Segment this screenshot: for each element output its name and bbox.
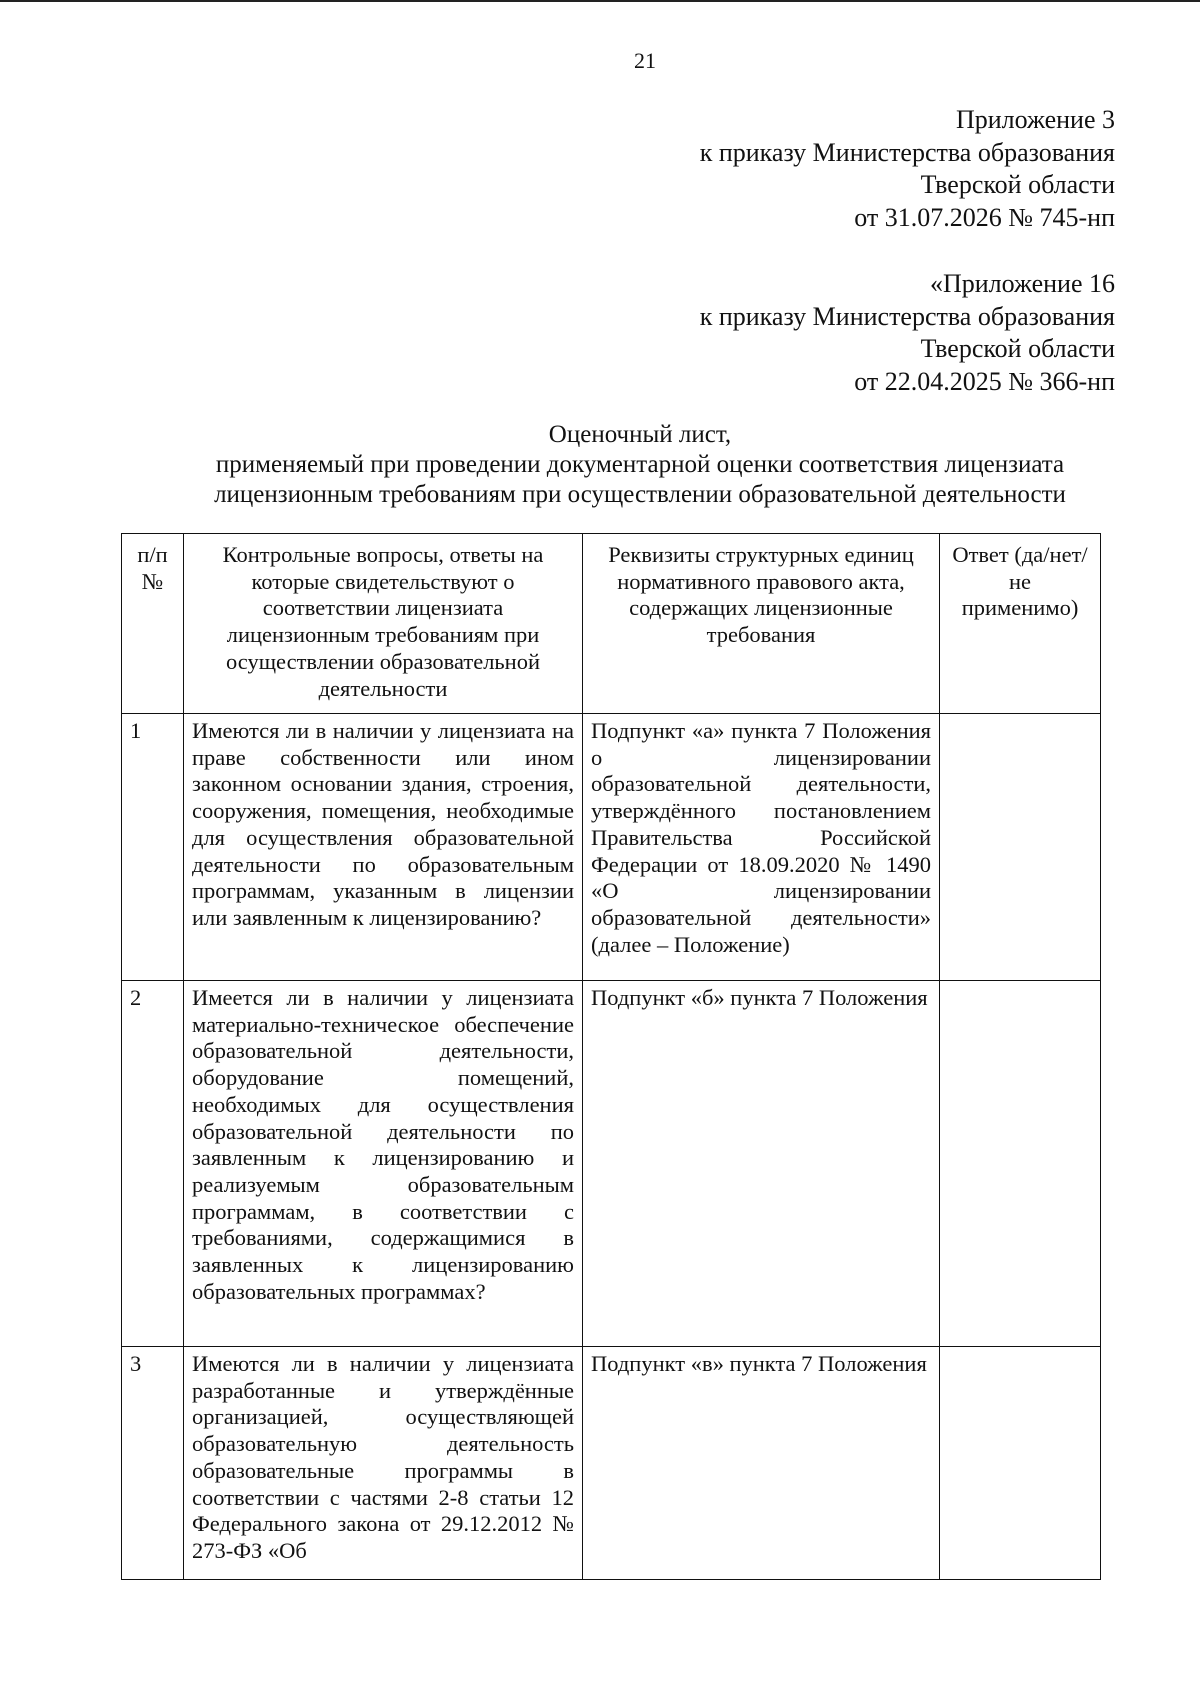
document-title xyxy=(120,420,1160,510)
table-row xyxy=(122,714,1101,981)
appendix-current-header xyxy=(700,104,1115,234)
row-reference: Подпункт «в» пункта 7 Положения xyxy=(583,1347,940,1580)
document-title-line3: лицензионным требованиям при осуществлении образовательной деятельности xyxy=(214,481,1066,508)
table-header-row xyxy=(122,534,1101,714)
table-row xyxy=(122,981,1101,1347)
table-row xyxy=(122,1347,1101,1580)
row-reference: Подпункт «а» пункта 7 Положения о лицензировании образовательной деятельности, утверждённого постановлением Правительства Российской Федерации от 18.09.2020 № 1490 «О лицензировании образовательной деятельности» (далее – Положение) xyxy=(583,714,940,981)
header-question: Контрольные вопросы, ответы на которые свидетельствуют о соответствии лицензиата лицензионным требованиям при осуществлении образовательной деятельности xyxy=(184,534,583,714)
appendix-previous-line3: Тверской области xyxy=(920,334,1115,363)
row-answer-cell[interactable] xyxy=(940,981,1101,1347)
header-reference: Реквизиты структурных единиц нормативного правового акта, содержащих лицензионные требования xyxy=(583,534,940,714)
row-question: Имеется ли в наличии у лицензиата материально-техническое обеспечение образовательной деятельности, оборудование помещений, необходимых для осуществления образовательной деятельности по заявленным к лицензированию и реализуемым образовательным программам, в соответствии с требованиями, содержащимися в заявленных к лицензированию образовательных программах? xyxy=(184,981,583,1347)
header-num: п/п № xyxy=(122,534,184,714)
checklist-table xyxy=(121,533,1101,1580)
row-answer-cell[interactable] xyxy=(940,1347,1101,1580)
row-num: 1 xyxy=(122,714,184,981)
appendix-current-line2: к приказу Министерства образования xyxy=(699,137,1115,167)
page-top-edge xyxy=(0,0,1200,2)
appendix-current-line4: от 31.07.2026 № 745-нп xyxy=(854,202,1115,232)
document-title-line2: применяемый при проведении документарной оценки соответствия лицензиата xyxy=(215,451,1065,478)
row-num: 3 xyxy=(122,1347,184,1580)
document-title-line1: Оценочный лист, xyxy=(548,421,732,448)
row-answer-cell[interactable] xyxy=(940,714,1101,981)
appendix-previous-line1: «Приложение 16 xyxy=(929,269,1115,298)
row-question: Имеются ли в наличии у лицензиата разработанные и утверждённые организацией, осуществляющей образовательную деятельность образовательные программы в соответствии с частями 2-8 статьи 12 Федерального закона от 29.12.2012 № 273-ФЗ «Об xyxy=(184,1347,583,1580)
row-num: 2 xyxy=(122,981,184,1347)
header-answer: Ответ (да/нет/не применимо) xyxy=(940,534,1101,714)
appendix-previous-header xyxy=(700,268,1115,398)
appendix-previous-line2: к приказу Министерства образования xyxy=(699,301,1115,331)
page-number: 21 xyxy=(634,48,656,73)
row-reference: Подпункт «б» пункта 7 Положения xyxy=(583,981,940,1347)
appendix-current-line1: Приложение 3 xyxy=(955,105,1115,134)
appendix-previous-line4: от 22.04.2025 № 366-нп xyxy=(854,366,1115,396)
appendix-current-line3: Тверской области xyxy=(920,170,1115,199)
row-question: Имеются ли в наличии у лицензиата на праве собственности или ином законном основании здания, строения, сооружения, помещения, необходимые для осуществления образовательной деятельности по образовательным программам, указанным в лицензии или заявленным к лицензированию? xyxy=(184,714,583,981)
